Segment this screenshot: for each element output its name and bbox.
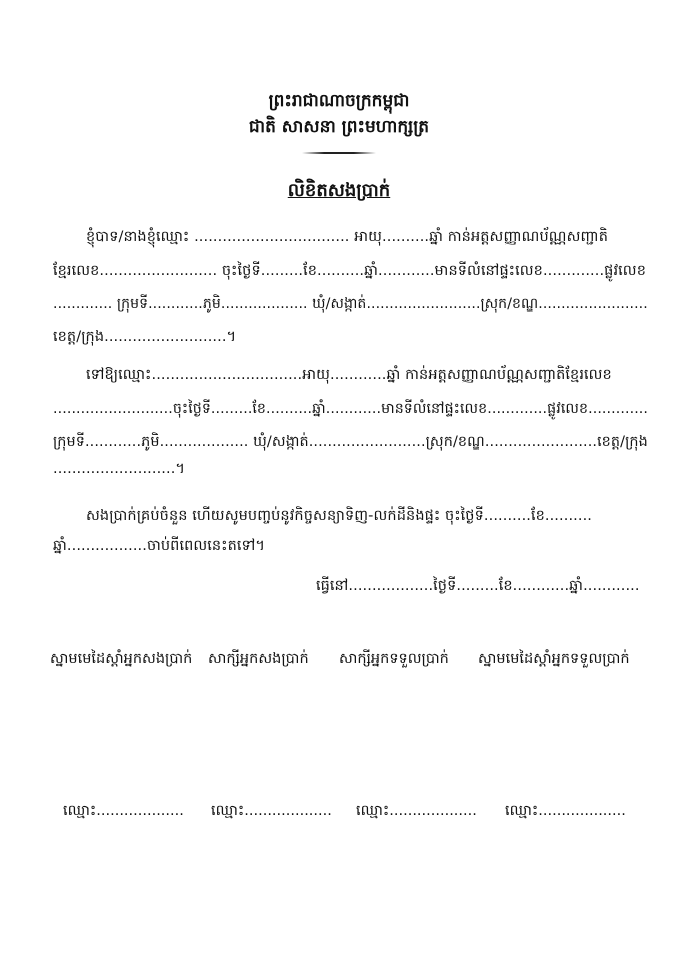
ornamental-divider (302, 152, 376, 154)
receiver-thumbprint-label: ស្នាមមេដៃស្ដាំអ្នកទទួលប្រាក់ (478, 651, 630, 667)
payer-witness-label: សាក្សីអ្នកសងប្រាក់ (208, 651, 309, 667)
motto-heading: ជាតិ សាសនា ព្រះមហាក្សត្រ (248, 117, 430, 137)
paragraph3-line2: ឆ្នាំ.................ចាប់ពីពេលនេះតទៅ។ (53, 538, 266, 554)
receiver-witness-label: សាក្សីអ្នកទទួលប្រាក់ (339, 651, 449, 667)
paragraph2-line1: ទៅឱ្យឈ្មោះ................................អាយុ............ឆ្នាំ កាន់អត្តសញ្ញាណប័ណ្ណសញ្ជាតិខ្មែរលេខ (86, 367, 612, 383)
date-place-line: ធ្វើនៅ..................ថ្ងៃទី.........ខែ............ឆ្នាំ............ (316, 578, 640, 594)
kingdom-heading: ព្រះរាជាណាចក្រកម្ពុជា (268, 91, 410, 111)
receiver-name-field: ឈ្មោះ................... (505, 803, 626, 819)
paragraph2-line4: ..........................។ (53, 461, 186, 477)
paragraph1-line4: ខេត្ត/ក្រុង..........................។ (53, 329, 237, 345)
paragraph1-line1: ខ្ញុំបាទ/នាងខ្ញុំឈ្មោះ ................................. អាយុ..........ឆ្នាំ កាន់អត្តសញ្ញាណប័ណ្ណសញ្ជាតិ (86, 229, 609, 245)
paragraph2-line2: ..........................ចុះថ្ងៃទី.........ខែ..........ឆ្នាំ............មានទីលំនៅផ្ទះលេខ.............ផ្លូវលេខ............. (53, 401, 649, 417)
paragraph2-line3: ក្រុមទី............ភូមិ................... ឃុំ/សង្កាត់.........................ស្រុក/ខណ្ឌ........................ខេត្ត/ក្រុង (53, 434, 648, 450)
paragraph1-line3: ............. ក្រុមទី............ភូមិ................... ឃុំ/សង្កាត់.........................ស្រុក/ខណ្ឌ........................ (53, 296, 648, 312)
receiver-witness-name-field: ឈ្មោះ................... (356, 803, 477, 819)
payer-name-field: ឈ្មោះ................... (63, 803, 184, 819)
payer-witness-name-field: ឈ្មោះ................... (211, 803, 332, 819)
payer-thumbprint-label: ស្នាមមេដៃស្ដាំអ្នកសងប្រាក់ (50, 651, 193, 667)
paragraph1-line2: ខ្មែរលេខ......................... ចុះថ្ងៃទី.........ខែ..........ឆ្នាំ............មានទីលំនៅផ្ទះលេខ.............ផ្លូវលេខ (53, 263, 646, 279)
paragraph3-line1: សងប្រាក់គ្រប់ចំនួន ហើយសូមបញ្ចប់នូវកិច្ចសន្យាទិញ-លក់ដីនិងផ្ទះ ចុះថ្ងៃទី..........ខែ.......... (86, 508, 592, 524)
document-title: លិខិតសងប្រាក់ (287, 180, 391, 201)
